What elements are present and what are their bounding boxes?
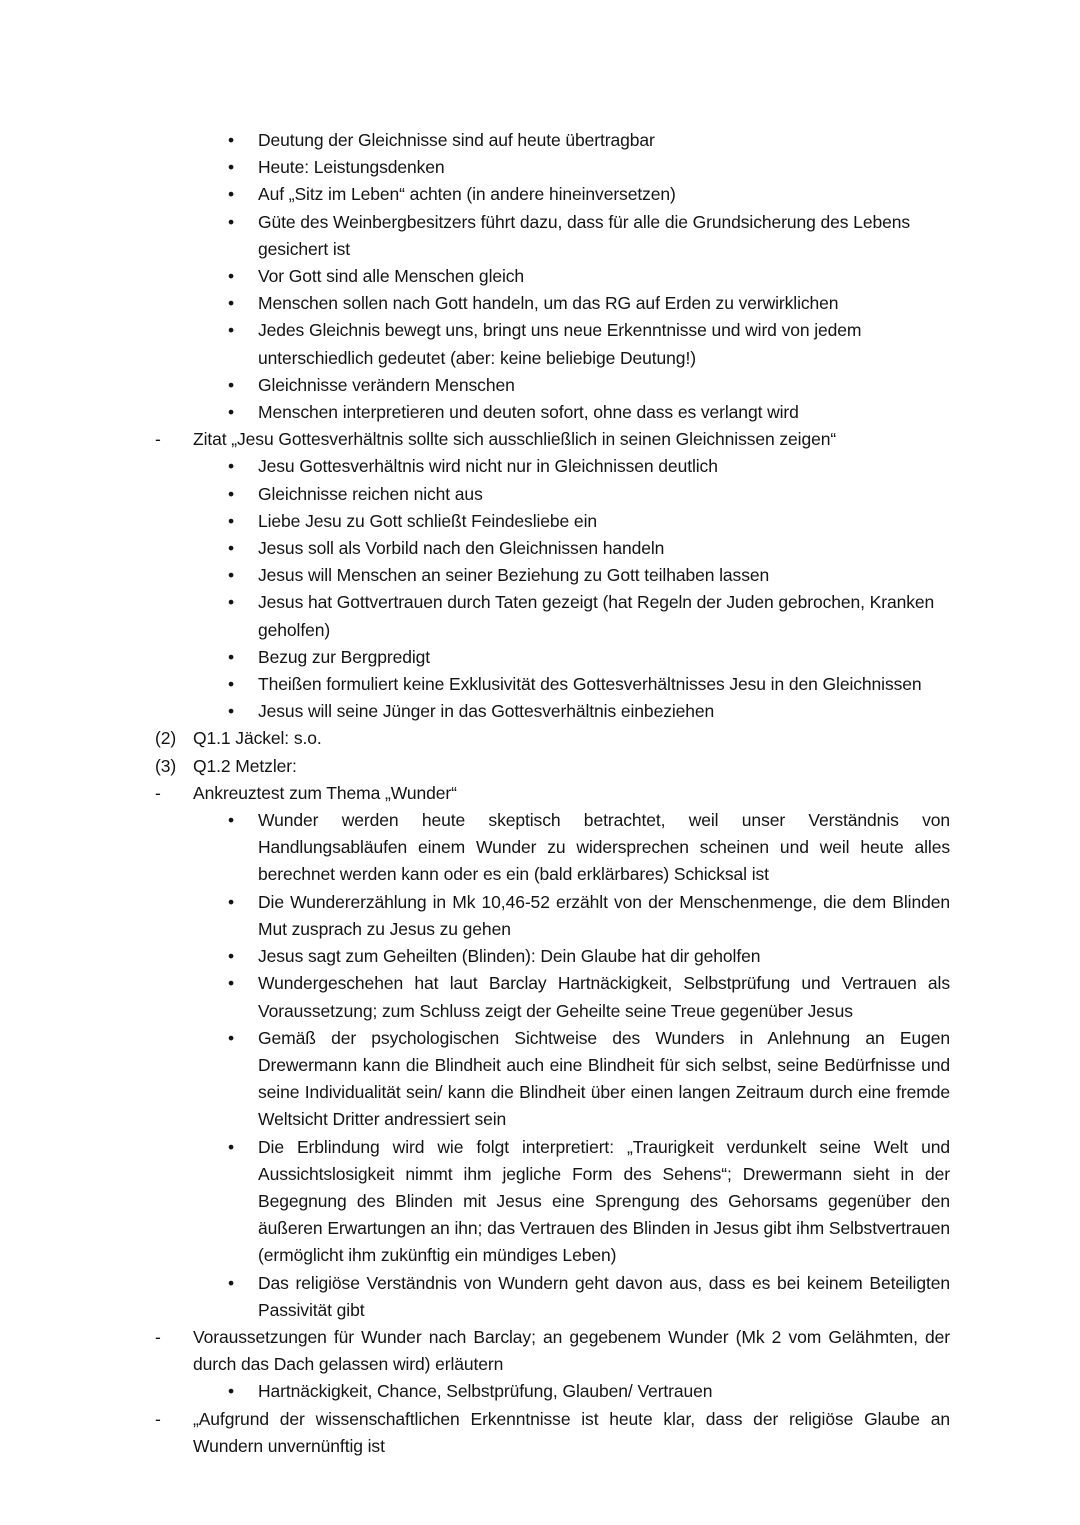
- bullet-marker: •: [228, 510, 235, 531]
- list-item: [155, 970, 950, 1024]
- list-item: [155, 481, 950, 508]
- dash-marker: -: [155, 782, 161, 803]
- bullet-marker: •: [228, 538, 235, 559]
- item-text: Gleichnisse reichen nicht aus: [258, 483, 483, 504]
- list-item: [155, 181, 950, 208]
- item-text: Jesus will seine Jünger in das Gottesverhältnis einbeziehen: [258, 701, 715, 722]
- list-item: [155, 1378, 950, 1405]
- bullet-marker: •: [228, 973, 235, 994]
- list-item: [155, 263, 950, 290]
- item-text: Die Erblindung wird wie folgt interpretiert: „Traurigkeit verdunkelt seine Welt und Aussichtslosigkeit nimmt ihm jegliche Form des Sehens“; Drewermann sieht in der Begegnung des Blinden mit Jesus eine Sprengung des Gehorsams gegenüber den äußeren Erwartungen an ihn; das Vertrauen des Blinden in Jesus gibt ihm Selbstvertrauen (ermöglicht ihm zukünftig ein mündiges Leben): [258, 1136, 950, 1266]
- bullet-marker: •: [228, 266, 235, 287]
- list-item: [155, 698, 950, 725]
- list-item: [155, 426, 950, 453]
- item-text: Gemäß der psychologischen Sichtweise des Wunders in Anlehnung an Eugen Drewermann kann die Blindheit auch eine Blindheit für sich selbst, seine Bedürfnisse und seine Individualität sein/ kann die Blindheit über einen langen Zeitraum durch eine fremde Weltsicht Dritter andressiert sein: [258, 1027, 950, 1130]
- bullet-marker: •: [228, 374, 235, 395]
- list-item: [155, 1025, 950, 1134]
- bullet-marker: •: [228, 1381, 235, 1402]
- item-text: „Aufgrund der wissenschaftlichen Erkenntnisse ist heute klar, dass der religiöse Glaube an Wundern unvernünftig ist: [193, 1408, 950, 1456]
- bullet-marker: •: [228, 211, 235, 232]
- item-text: Jesu Gottesverhältnis wird nicht nur in Gleichnissen deutlich: [258, 456, 718, 477]
- item-text: Jesus hat Gottvertrauen durch Taten gezeigt (hat Regeln der Juden gebrochen, Kranken geholfen): [258, 592, 935, 640]
- list-item: [155, 317, 950, 371]
- list-item: [155, 1406, 950, 1460]
- list-item: [155, 780, 950, 807]
- list-item: [155, 671, 950, 698]
- bullet-marker: •: [228, 483, 235, 504]
- list-item: [155, 290, 950, 317]
- bullet-marker: •: [228, 646, 235, 667]
- bullet-marker: •: [228, 1272, 235, 1293]
- bullet-marker: •: [228, 456, 235, 477]
- item-text: Die Wundererzählung in Mk 10,46-52 erzählt von der Menschenmenge, die dem Blinden Mut zusprach zu Jesus zu gehen: [258, 891, 950, 939]
- list-item: [155, 1134, 950, 1270]
- list-item: [155, 453, 950, 480]
- bullet-marker: •: [228, 1027, 235, 1048]
- item-text: Deutung der Gleichnisse sind auf heute übertragbar: [258, 130, 655, 150]
- item-text: Auf „Sitz im Leben“ achten (in andere hineinversetzen): [258, 184, 676, 205]
- dash-marker: -: [155, 429, 161, 450]
- list-item: [155, 589, 950, 643]
- list-item: [155, 807, 950, 889]
- item-text: Jesus soll als Vorbild nach den Gleichnissen handeln: [258, 538, 665, 559]
- list-item: [155, 127, 950, 154]
- item-text: Menschen sollen nach Gott handeln, um das RG auf Erden zu verwirklichen: [258, 293, 839, 314]
- bullet-marker: •: [228, 320, 235, 341]
- item-text: Theißen formuliert keine Exklusivität des Gottesverhältnisses Jesu in den Gleichnissen: [258, 674, 922, 695]
- list-item: [155, 535, 950, 562]
- bullet-marker: •: [228, 946, 235, 967]
- document-list: [155, 127, 950, 1460]
- item-text: Vor Gott sind alle Menschen gleich: [258, 266, 525, 287]
- item-text: Wundergeschehen hat laut Barclay Hartnäckigkeit, Selbstprüfung und Vertrauen als Voraussetzung; zum Schluss zeigt der Geheilte seine Treue gegenüber Jesus: [258, 973, 950, 1021]
- list-item: [155, 753, 950, 780]
- bullet-marker: •: [228, 130, 235, 150]
- bullet-marker: •: [228, 701, 235, 722]
- bullet-marker: •: [228, 184, 235, 205]
- item-text: Jedes Gleichnis bewegt uns, bringt uns neue Erkenntnisse und wird von jedem unterschiedlich gedeutet (aber: keine beliebige Deutung!): [258, 320, 862, 368]
- list-item: [155, 1324, 950, 1378]
- list-item: [155, 1270, 950, 1324]
- item-text: Gleichnisse verändern Menschen: [258, 374, 515, 395]
- item-text: Wunder werden heute skeptisch betrachtet, weil unser Verständnis von Handlungsabläufen einem Wunder zu widersprechen scheinen und weil heute alles berechnet werden kann oder es ein (bald erklärbares) Schicksal ist: [258, 810, 950, 885]
- list-item: [155, 372, 950, 399]
- item-text: Liebe Jesu zu Gott schließt Feindesliebe ein: [258, 510, 597, 531]
- list-item: [155, 644, 950, 671]
- dash-marker: -: [155, 1408, 161, 1429]
- item-text: Das religiöse Verständnis von Wundern geht davon aus, dass es bei keinem Beteiligten Passivität gibt: [258, 1272, 950, 1320]
- list-item: [155, 154, 950, 181]
- list-item: [155, 943, 950, 970]
- item-text: Bezug zur Bergpredigt: [258, 646, 431, 667]
- item-text: Jesus will Menschen an seiner Beziehung zu Gott teilhaben lassen: [258, 565, 770, 586]
- item-text: Jesus sagt zum Geheilten (Blinden): Dein Glaube hat dir geholfen: [258, 946, 761, 967]
- dash-marker: -: [155, 1326, 161, 1347]
- bullet-marker: •: [228, 293, 235, 314]
- item-text: Ankreuztest zum Thema „Wunder“: [193, 782, 457, 803]
- list-item: [155, 562, 950, 589]
- list-item: [155, 209, 950, 263]
- item-text: Q1.1 Jäckel: s.o.: [193, 728, 322, 749]
- list-item: [155, 399, 950, 426]
- item-text: Menschen interpretieren und deuten sofort, ohne dass es verlangt wird: [258, 402, 799, 423]
- number-marker: (2): [155, 728, 177, 749]
- item-text: Q1.2 Metzler:: [193, 755, 297, 776]
- bullet-marker: •: [228, 402, 235, 423]
- bullet-marker: •: [228, 1136, 235, 1157]
- bullet-marker: •: [228, 810, 235, 831]
- list-item: [155, 725, 950, 752]
- item-text: Zitat „Jesu Gottesverhältnis sollte sich ausschließlich in seinen Gleichnissen zeigen“: [193, 429, 837, 450]
- list-item: [155, 508, 950, 535]
- bullet-marker: •: [228, 891, 235, 912]
- bullet-marker: •: [228, 592, 235, 613]
- item-text: Voraussetzungen für Wunder nach Barclay; an gegebenem Wunder (Mk 2 vom Gelähmten, der durch das Dach gelassen wird) erläutern: [193, 1326, 950, 1375]
- list-item: [155, 889, 950, 943]
- item-text: Güte des Weinbergbesitzers führt dazu, dass für alle die Grundsicherung des Lebens gesichert ist: [258, 211, 910, 259]
- bullet-marker: •: [228, 157, 235, 178]
- bullet-marker: •: [228, 565, 235, 586]
- bullet-marker: •: [228, 674, 235, 695]
- number-marker: (3): [155, 755, 177, 776]
- item-text: Hartnäckigkeit, Chance, Selbstprüfung, Glauben/ Vertrauen: [258, 1381, 713, 1402]
- item-text: Heute: Leistungsdenken: [258, 157, 445, 178]
